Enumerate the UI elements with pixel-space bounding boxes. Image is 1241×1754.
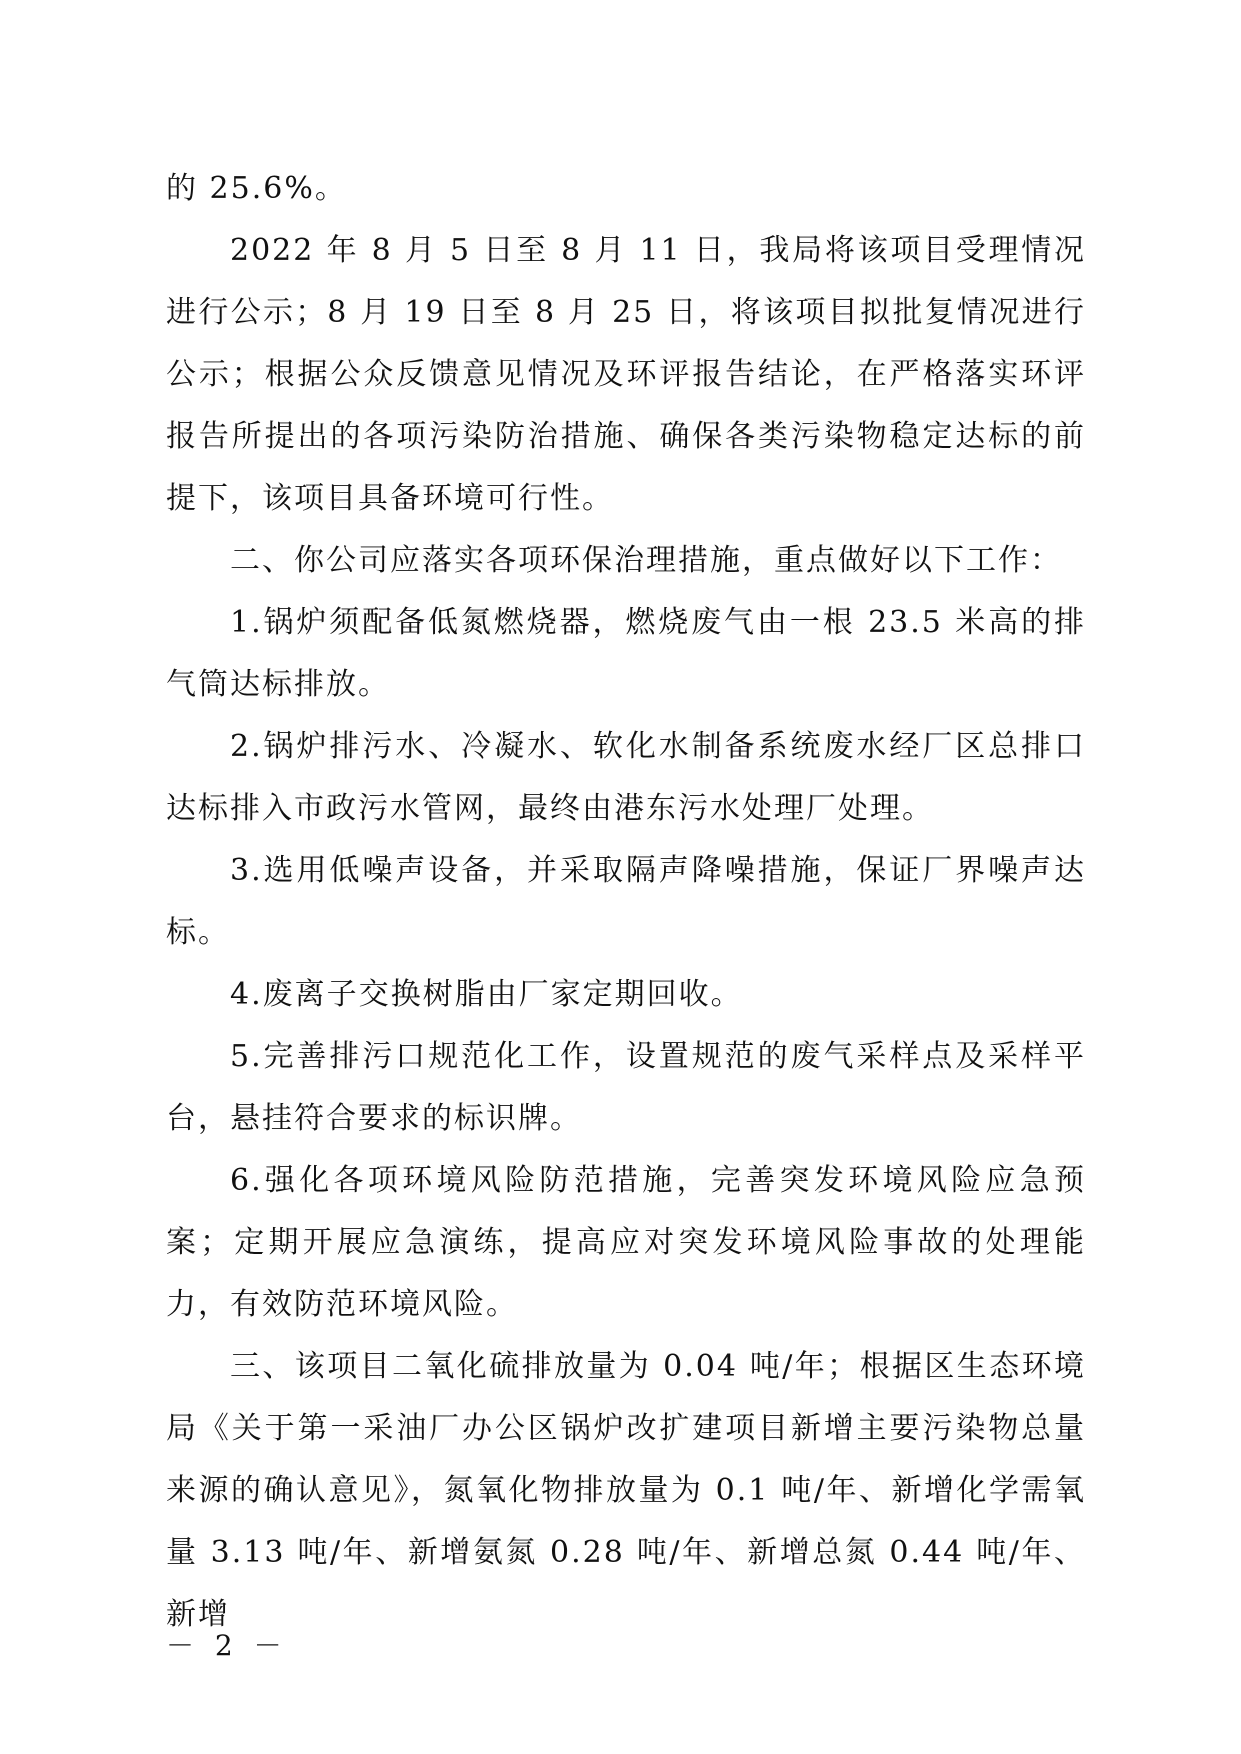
list-item-risk-prevention: 6.强化各项环境风险防范措施，完善突发环境风险应急预案；定期开展应急演练，提高应对突发环境风险事故的处理能力，有效防范环境风险。 bbox=[166, 1163, 1086, 1322]
list-item-resin-recycling: 4.废离子交换树脂由厂家定期回收。 bbox=[230, 977, 743, 1012]
list-item-noise: 3.选用低噪声设备，并采取隔声降噪措施，保证厂界噪声达标。 bbox=[166, 853, 1086, 950]
document-body bbox=[166, 158, 1086, 1646]
section-heading-two: 二、你公司应落实各项环保治理措施，重点做好以下工作： bbox=[230, 543, 1062, 578]
list-item-boiler-emission: 1.锅炉须配备低氮燃烧器，燃烧废气由一根 23.5 米高的排气筒达标排放。 bbox=[166, 605, 1086, 702]
paragraph-continuation: 的 25.6%。 bbox=[166, 171, 347, 206]
section-heading-three: 三、该项目二氧化硫排放量为 0.04 吨/年；根据区生态环境局《关于第一采油厂办公区锅炉改扩建项目新增主要污染物总量来源的确认意见》，氮氧化物排放量为 0.1 吨/年、新增化学需氧量 3.13 吨/年、新增氨氮 0.28 吨/年、新增总氮 0.44 吨/年、新增 bbox=[166, 1349, 1086, 1632]
paragraph-public-notice: 2022 年 8 月 5 日至 8 月 11 日，我局将该项目受理情况进行公示；8 月 19 日至 8 月 25 日，将该项目拟批复情况进行公示；根据公众反馈意见情况及环评报告结论，在严格落实环评报告所提出的各项污染防治措施、确保各类污染物稳定达标的前提下，该项目具备环境可行性。 bbox=[166, 233, 1086, 516]
page-number: － 2 － bbox=[166, 1629, 288, 1662]
list-item-wastewater: 2.锅炉排污水、冷凝水、软化水制备系统废水经厂区总排口达标排入市政污水管网，最终由港东污水处理厂处理。 bbox=[166, 729, 1086, 826]
list-item-outlet-standardization: 5.完善排污口规范化工作，设置规范的废气采样点及采样平台，悬挂符合要求的标识牌。 bbox=[166, 1039, 1086, 1136]
